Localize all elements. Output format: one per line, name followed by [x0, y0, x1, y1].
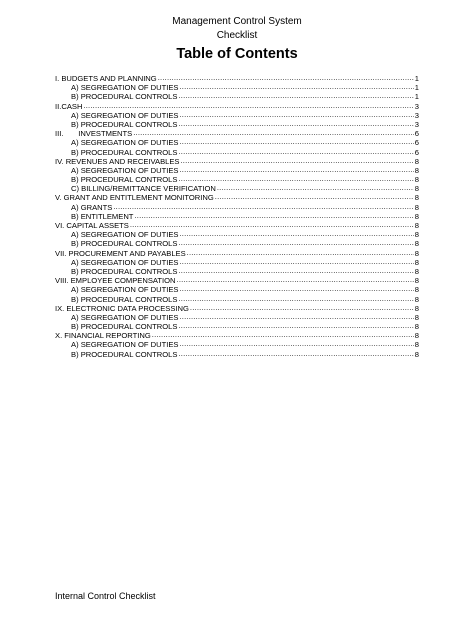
- toc-entry-label: A) SEGREGATION OF DUTIES: [71, 285, 179, 295]
- toc-entry-page-number: 1: [414, 83, 419, 93]
- toc-dot-leader: [178, 174, 413, 183]
- toc-entry-label: IX. ELECTRONIC DATA PROCESSING: [55, 303, 189, 313]
- toc-entry-page-number: 8: [414, 340, 419, 350]
- toc-entry-page-number: 8: [414, 294, 419, 304]
- toc-dot-leader: [130, 220, 414, 229]
- toc-entry-page-number: 8: [414, 303, 419, 313]
- toc-dot-leader: [190, 303, 414, 312]
- toc-entry-label: II.CASH: [55, 101, 83, 111]
- toc-entry-page-number: 1: [414, 92, 419, 102]
- toc-entry-page-number: 8: [414, 175, 419, 185]
- toc-dot-leader: [178, 321, 413, 330]
- toc-entry-page-number: 3: [414, 119, 419, 129]
- toc-dot-leader: [178, 119, 413, 128]
- toc-entry[interactable]: [55, 350, 419, 359]
- toc-dot-leader: [178, 91, 413, 100]
- toc-dot-leader: [152, 330, 414, 339]
- toc-dot-leader: [179, 110, 413, 119]
- toc-entry-page-number: 1: [414, 74, 419, 83]
- toc-dot-leader: [179, 137, 413, 146]
- toc-entry-page-number: 8: [414, 211, 419, 221]
- toc-dot-leader: [217, 183, 414, 192]
- toc-entry-label: VII. PROCUREMENT AND PAYABLES: [55, 248, 186, 258]
- toc-dot-leader: [134, 211, 413, 220]
- toc-entry-label: B) PROCEDURAL CONTROLS: [71, 266, 178, 276]
- toc-entry-page-number: 6: [414, 138, 419, 148]
- table-of-contents: [55, 74, 419, 359]
- toc-entry-page-number: 8: [414, 285, 419, 295]
- toc-dot-leader: [158, 73, 414, 82]
- toc-entry-label: I. BUDGETS AND PLANNING: [55, 74, 157, 83]
- toc-dot-leader: [179, 229, 413, 238]
- toc-entry-label: A) SEGREGATION OF DUTIES: [71, 230, 179, 240]
- toc-dot-leader: [133, 128, 414, 137]
- toc-dot-leader: [177, 275, 414, 284]
- toc-entry-label: X. FINANCIAL REPORTING: [55, 331, 151, 341]
- toc-dot-leader: [178, 147, 413, 156]
- toc-dot-leader: [179, 312, 413, 321]
- toc-dot-leader: [178, 266, 413, 275]
- toc-entry-label: V. GRANT AND ENTITLEMENT MONITORING: [55, 193, 214, 203]
- toc-entry-page-number: 8: [414, 276, 419, 286]
- toc-entry-page-number: 8: [414, 202, 419, 212]
- toc-entry-page-number: 8: [414, 312, 419, 322]
- toc-dot-leader: [178, 349, 413, 358]
- toc-entry-label: B) PROCEDURAL CONTROLS: [71, 175, 178, 185]
- toc-entry-page-number: 8: [414, 221, 419, 230]
- toc-dot-leader: [179, 165, 413, 174]
- toc-entry-label: B) PROCEDURAL CONTROLS: [71, 294, 178, 304]
- toc-entry-page-number: 8: [414, 156, 419, 166]
- toc-entry-label: VI. CAPITAL ASSETS: [55, 221, 129, 230]
- toc-entry-label: IV. REVENUES AND RECEIVABLES: [55, 156, 180, 166]
- toc-entry-page-number: 6: [414, 147, 419, 157]
- toc-entry-label: A) GRANTS: [71, 202, 113, 212]
- toc-entry-page-number: 8: [414, 331, 419, 341]
- toc-entry-page-number: 6: [414, 129, 419, 139]
- toc-entry-page-number: 8: [414, 184, 419, 194]
- toc-dot-leader: [179, 339, 413, 348]
- toc-entry-label: III. INVESTMENTS: [55, 129, 133, 139]
- toc-entry-label: C) BILLING/REMITTANCE VERIFICATION: [71, 184, 216, 194]
- toc-entry-label: A) SEGREGATION OF DUTIES: [71, 312, 179, 322]
- toc-entry-label: B) PROCEDURAL CONTROLS: [71, 239, 178, 249]
- toc-dot-leader: [179, 284, 413, 293]
- toc-heading: Table of Contents: [176, 46, 298, 62]
- toc-entry-label: B) ENTITLEMENT: [71, 211, 134, 221]
- toc-entry-page-number: 8: [414, 248, 419, 258]
- toc-entry-page-number: 8: [414, 322, 419, 332]
- toc-entry-label: B) PROCEDURAL CONTROLS: [71, 147, 178, 157]
- toc-entry-page-number: 3: [414, 110, 419, 120]
- toc-dot-leader: [113, 202, 413, 211]
- toc-entry-label: B) PROCEDURAL CONTROLS: [71, 349, 178, 359]
- toc-dot-leader: [215, 192, 414, 201]
- page-footer: Internal Control Checklist: [55, 591, 156, 601]
- toc-dot-leader: [178, 238, 413, 247]
- toc-dot-leader: [178, 294, 413, 303]
- toc-entry-page-number: 3: [414, 101, 419, 111]
- toc-entry-label: A) SEGREGATION OF DUTIES: [71, 138, 179, 148]
- toc-dot-leader: [187, 248, 414, 257]
- toc-entry-label: A) SEGREGATION OF DUTIES: [71, 340, 179, 350]
- toc-entry-page-number: 8: [414, 257, 419, 267]
- toc-entry-page-number: 8: [414, 193, 419, 203]
- toc-entry-page-number: 8: [414, 165, 419, 175]
- toc-entry-label: A) SEGREGATION OF DUTIES: [71, 165, 179, 175]
- toc-entry-page-number: 8: [414, 266, 419, 276]
- document-header-subtitle: Checklist: [216, 30, 258, 41]
- toc-dot-leader: [83, 101, 413, 110]
- toc-entry-page-number: 8: [414, 349, 419, 359]
- toc-dot-leader: [179, 82, 413, 91]
- document-header-title: Management Control System: [172, 16, 302, 27]
- toc-entry-label: B) PROCEDURAL CONTROLS: [71, 92, 178, 102]
- toc-entry-label: A) SEGREGATION OF DUTIES: [71, 110, 179, 120]
- toc-entry-label: VIII. EMPLOYEE COMPENSATION: [55, 276, 176, 286]
- toc-dot-leader: [181, 156, 414, 165]
- toc-entry-label: B) PROCEDURAL CONTROLS: [71, 119, 178, 129]
- toc-entry-label: A) SEGREGATION OF DUTIES: [71, 83, 179, 93]
- toc-entry-page-number: 8: [414, 230, 419, 240]
- toc-dot-leader: [179, 257, 413, 266]
- toc-entry-label: B) PROCEDURAL CONTROLS: [71, 322, 178, 332]
- toc-entry-page-number: 8: [414, 239, 419, 249]
- toc-entry-label: A) SEGREGATION OF DUTIES: [71, 257, 179, 267]
